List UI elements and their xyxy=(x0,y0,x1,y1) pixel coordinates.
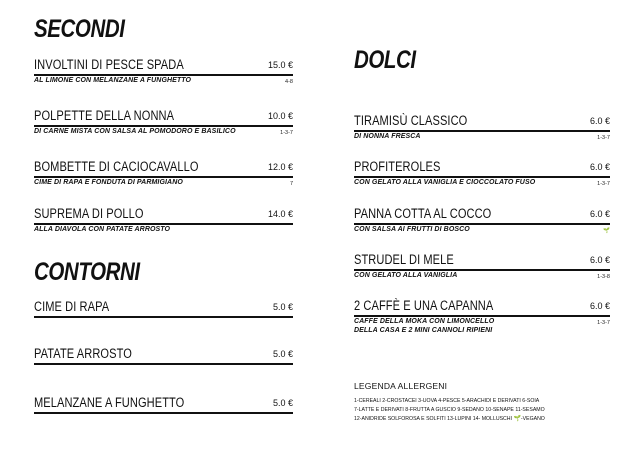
legend-vegan-label: -VEGANO xyxy=(520,416,545,422)
menu-item-name: POLPETTE DELLA NONNA xyxy=(34,108,175,123)
menu-item-description-line-1: CAFFE DELLA MOKA CON LIMONCELLO xyxy=(354,318,495,325)
menu-item-name: TIRAMISÙ CLASSICO xyxy=(354,113,468,128)
menu-item-price: 6.0 € xyxy=(589,162,610,172)
menu-item xyxy=(34,57,293,85)
legend-line-3 xyxy=(354,415,624,424)
menu-item-description: CON GELATO ALLA VANIGLIA xyxy=(354,272,458,279)
menu-item xyxy=(34,108,293,136)
legend-line-1: 1-CEREALI 2-CROSTACEI 3-UOVA 4-PESCE 5-ARACHIDI E DERIVATI 6-SOIA xyxy=(354,398,540,404)
menu-item-allergens: 1-3-7 xyxy=(597,320,610,326)
menu-item xyxy=(34,346,293,365)
menu-item-header xyxy=(34,395,293,414)
menu-item-price: 10.0 € xyxy=(267,111,293,121)
menu-item-name: BOMBETTE DI CACIOCAVALLO xyxy=(34,159,199,174)
menu-item-header xyxy=(354,252,610,271)
menu-item-name: CIME DI RAPA xyxy=(34,299,110,314)
legend-title: LEGENDA ALLERGENI xyxy=(354,381,448,391)
menu-item-description: ALLA DIAVOLA CON PATATE ARROSTO xyxy=(34,226,171,233)
menu-item-name: INVOLTINI DI PESCE SPADA xyxy=(34,57,184,72)
menu-item-header xyxy=(354,298,610,317)
menu-item-allergens: 1-3-8 xyxy=(597,274,610,280)
menu-item-name: PROFITEROLES xyxy=(354,159,441,174)
menu-item-name: MELANZANE A FUNGHETTO xyxy=(34,395,185,410)
menu-item-allergens: 4-8 xyxy=(285,79,293,85)
menu-item-price: 5.0 € xyxy=(272,398,293,408)
vegan-icon: 🌱 xyxy=(513,416,521,422)
menu-item-description: DI CARNE MISTA CON SALSA AL POMODORO E BASILICO xyxy=(34,128,236,135)
menu-item-header xyxy=(34,57,293,76)
menu-item xyxy=(354,159,610,187)
menu-item-name: SUPREMA DI POLLO xyxy=(34,206,144,221)
menu-item-price: 6.0 € xyxy=(589,301,610,311)
allergen-legend xyxy=(354,381,624,424)
menu-item-price: 12.0 € xyxy=(267,162,293,172)
section-title-dolci: DOLCI xyxy=(354,46,416,74)
menu-item-header xyxy=(34,159,293,178)
menu-item-price: 6.0 € xyxy=(589,255,610,265)
menu-item-description: AL LIMONE CON MELANZANE A FUNGHETTO xyxy=(34,77,192,84)
section-title-secondi: SECONDI xyxy=(34,15,125,43)
legend-line-3-text: 12-ANIDRIDE SOLFOROSA E SOLFITI 13-LUPINI 14- MOLLUSCHI xyxy=(354,416,512,422)
menu-item-description: CON SALSA AI FRUTTI DI BOSCO xyxy=(354,226,470,233)
menu-item-allergens: 7 xyxy=(289,181,293,187)
vegan-icon: 🌱 xyxy=(603,228,610,234)
menu-item xyxy=(34,395,293,414)
legend-line-2: 7-LATTE E DERIVATI 8-FRUTTA A GUSCIO 9-SEDANO 10-SENAPE 11-SESAMO xyxy=(354,407,545,413)
menu-item-price: 5.0 € xyxy=(272,349,293,359)
menu-item xyxy=(354,206,610,234)
menu-item xyxy=(34,206,293,233)
menu-item-name: STRUDEL DI MELE xyxy=(354,252,454,267)
menu-item xyxy=(354,252,610,280)
section-title-contorni: CONTORNI xyxy=(34,258,140,286)
menu-item-name: PATATE ARROSTO xyxy=(34,346,132,361)
menu-item-description-line-2: DELLA CASA E 2 MINI CANNOLI RIPIENI xyxy=(354,327,493,334)
menu-item-header xyxy=(34,299,293,318)
menu-item-description: CON GELATO ALLA VANIGLIA E CIOCCOLATO FUSO xyxy=(354,179,536,186)
menu-item-price: 5.0 € xyxy=(272,302,293,312)
menu-item-header xyxy=(354,206,610,225)
menu-item-header xyxy=(34,346,293,365)
menu-item-header xyxy=(34,206,293,225)
menu-item-header xyxy=(354,159,610,178)
menu-item-allergens: 1-3-7 xyxy=(597,135,610,141)
menu-item-description: DI NONNA FRESCA xyxy=(354,133,421,140)
menu-item-description: CIME DI RAPA E FONDUTA DI PARMIGIANO xyxy=(34,179,183,186)
menu-item-price: 15.0 € xyxy=(267,60,293,70)
menu-item-allergens: 1-3-7 xyxy=(597,181,610,187)
menu-item-price: 6.0 € xyxy=(589,209,610,219)
menu-item-name: PANNA COTTA AL COCCO xyxy=(354,206,492,221)
menu-item-name: 2 CAFFÈ E UNA CAPANNA xyxy=(354,298,494,313)
menu-item-allergens: 1-3-7 xyxy=(280,130,293,136)
menu-item xyxy=(34,159,293,187)
menu-item xyxy=(34,299,293,318)
menu-item-price: 6.0 € xyxy=(589,116,610,126)
menu-item-price: 14.0 € xyxy=(267,209,293,219)
menu-item-header xyxy=(354,113,610,132)
menu-item-header xyxy=(34,108,293,127)
menu-item xyxy=(354,298,610,334)
menu-item xyxy=(354,113,610,141)
